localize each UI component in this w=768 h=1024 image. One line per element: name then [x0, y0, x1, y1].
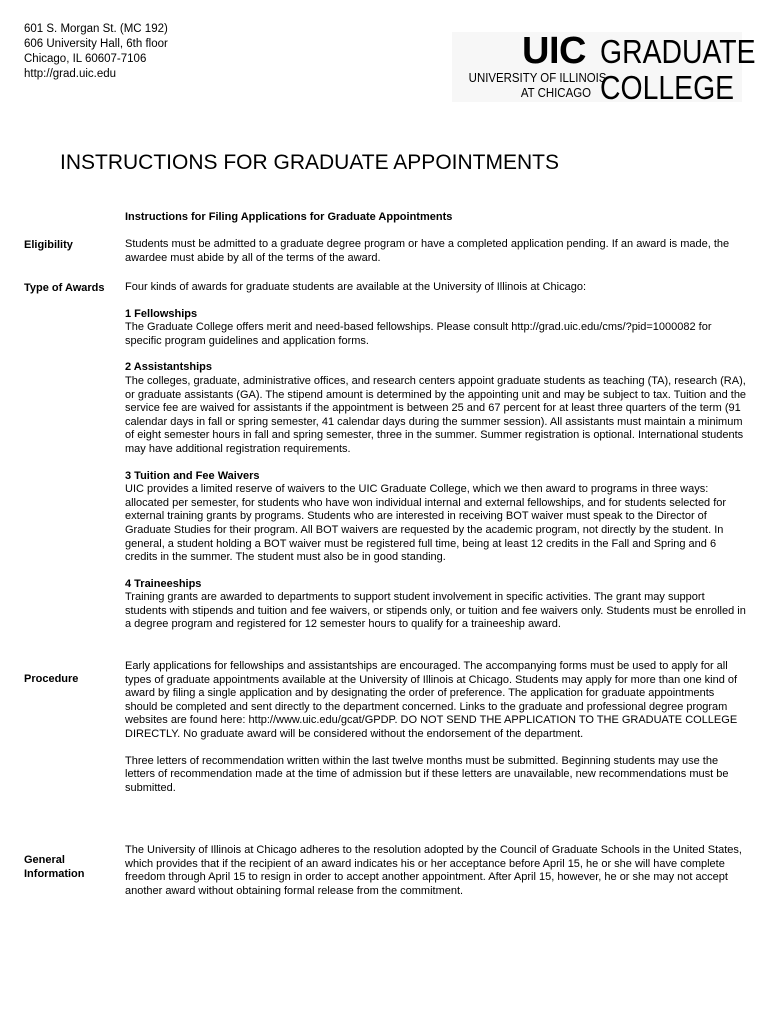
label-eligibility: Eligibility: [24, 239, 73, 251]
logo-uic: UIC: [522, 30, 586, 72]
general-text: The University of Illinois at Chicago adheres to the resolution adopted by the Council of Graduate Schools in the United States, which provides that if the recipient of an award indicates his or her acceptance before April 15, he or she will have complete freedom through April 15 to resign in order to accept another appointment. After April 15, however, he or she may not accept another award without obtaining formal release from the commitment.: [125, 844, 742, 897]
label-information: Information: [24, 868, 85, 880]
uic-graduate-college-logo: [452, 30, 756, 106]
procedure-paragraph-2: Three letters of recommendation written within the last twelve months must be submitted. Beginning students may use the letters of recommendation made at the time of admission but if these letters are unavailable, new recommendations must be submitted.: [125, 754, 729, 794]
waivers-text: UIC provides a limited reserve of waivers to the UIC Graduate College, which we then award to programs in three ways: allocated per semester, for students who have won individual internal and external fellowships, and for students selected for external training grants by programs. Students who are interested in receiving BOT waiver must speak to the Director of Graduate Studies for their program. All BOT waivers are requested by the academic program, not directly by the student. In general, a student holding a BOT waiver must be registered full time, being at least 12 credits in the Fall and Spring and 6 credits in the summer. The student must also be in good standing.: [125, 483, 727, 564]
awards-section: [125, 281, 749, 632]
address-city: Chicago, IL 60607-7106: [24, 53, 147, 65]
subtitle: Instructions for Filing Applications for Graduate Appointments: [125, 211, 453, 223]
procedure-paragraph-1: Early applications for fellowships and assistantships are encouraged. The accompanying forms must be used to apply for all types of graduate appointments available at the University of Illinois at Chicago. Students may apply for more than one kind of award by filing a single application and by designating the order of preference. The application for graduate appointments should be completed and sent directly to the department concerned. Links to the graduate and professional degree program websites are found here: http://www.uic.edu/gcat/GPDP. DO NOT SEND THE APPLICATION TO THE GRADUATE COLLEGE DIRECTLY. No graduate award will be considered without the endorsement of the department.: [125, 660, 738, 740]
logo-university: [468, 70, 607, 100]
eligibility-text: Students must be admitted to a graduate degree program or have a completed application pending. If an award is made, the awardee must abide by all of the terms of the award.: [125, 238, 730, 264]
college-address: [24, 22, 168, 82]
assistantships-text: The colleges, graduate, administrative offices, and research centers appoint graduate students as teaching (TA), research (RA), or graduate assistants (GA). The stipend amount is determined by the appointing unit and may be subject to tax. Tuition and the service fee are waived for assistants if the appointment is between 25 and 67 percent for at least three quarters of the term (91 calendar days in fall or spring semester, 41 calendar days during the summer session). All assistants must maintain a minimum of eight semester hours in fall and spring semester, three in the summer. Summer registration is optional. International students may have additional registration requirements.: [125, 374, 747, 455]
logo-college: COLLEGE: [600, 69, 735, 106]
fellowships-heading: 1 Fellowships: [125, 307, 198, 320]
procedure-section: [125, 660, 749, 795]
general-section: [125, 844, 749, 898]
subtitle-block: [125, 211, 749, 225]
address-website: http://grad.uic.edu: [24, 68, 117, 80]
address-street: 601 S. Morgan St. (MC 192): [24, 23, 168, 35]
awards-intro: Four kinds of awards for graduate students are available at the University of Illinois at Chicago:: [125, 281, 587, 293]
traineeships-heading: 4 Traineeships: [125, 577, 202, 590]
traineeships-text: Training grants are awarded to departments to support student involvement in specific activities. The grant may support students with stipends and tuition and fee waivers, or stipends only, or tuition and fee waivers only. Students must be enrolled in a degree program and registered for 12 semester hours to qualify for a traineeship award.: [125, 591, 746, 631]
logo-university-line: UNIVERSITY OF ILLINOIS: [468, 70, 607, 85]
fellowships-text: The Graduate College offers merit and need-based fellowships. Please consult http://grad.uic.edu/cms/?pid=1000082 for specific program guidelines and application forms.: [125, 321, 712, 347]
page-title: INSTRUCTIONS FOR GRADUATE APPOINTMENTS: [60, 151, 559, 174]
label-type-of-awards: Type of Awards: [24, 282, 105, 294]
label-general: General: [24, 854, 65, 866]
waivers-heading: 3 Tuition and Fee Waivers: [125, 469, 260, 482]
logo-at-chicago-line: AT CHICAGO: [520, 85, 591, 100]
address-hall: 606 University Hall, 6th floor: [24, 38, 168, 50]
eligibility-section: [125, 238, 749, 265]
label-procedure: Procedure: [24, 673, 79, 685]
label-general-information: [24, 853, 85, 881]
logo-graduate: GRADUATE: [600, 33, 756, 70]
assistantships-heading: 2 Assistantships: [125, 361, 213, 374]
